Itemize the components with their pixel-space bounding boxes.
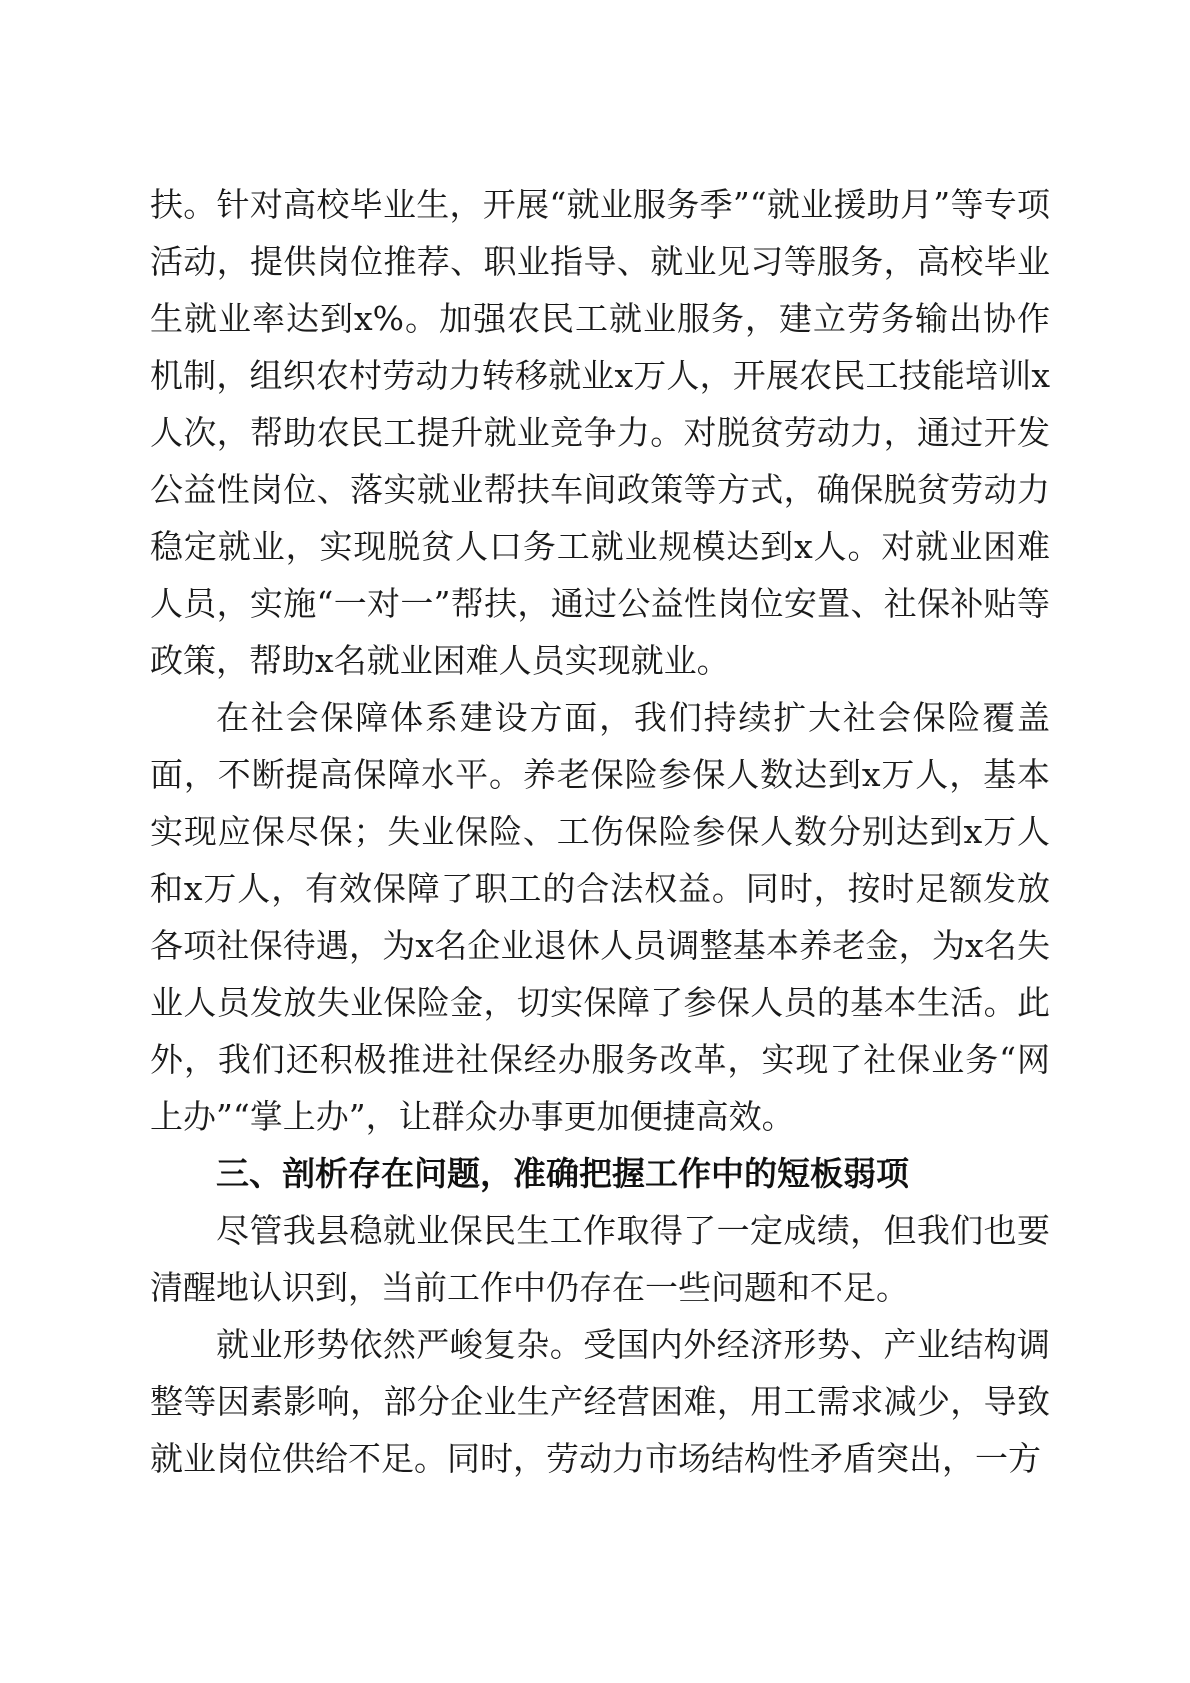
- paragraph-employment-situation: 就业形势依然严峻复杂。受国内外经济形势、产业结构调整等因素影响，部分企业生产经营困难，用工需求减少，导致就业岗位供给不足。同时，劳动力市场结构性矛盾突出，一方: [150, 1325, 1050, 1478]
- paragraph-continued: 扶。针对高校毕业生，开展“就业服务季”“就业援助月”等专项活动，提供岗位推荐、职业指导、就业见习等服务，高校毕业生就业率达到x%。加强农民工就业服务，建立劳务输出协作机制，组织农村劳动力转移就业x万人，开展农民工技能培训x人次，帮助农民工提升就业竞争力。对脱贫劳动力，通过开发公益性岗位、落实就业帮扶车间政策等方式，确保脱贫劳动力稳定就业，实现脱贫人口务工就业规模达到x人。对就业困难人员，实施“一对一”帮扶，通过公益性岗位安置、社保补贴等政策，帮助x名就业困难人员实现就业。: [150, 185, 1050, 680]
- section-heading-3: 三、剖析存在问题，准确把握工作中的短板弱项: [216, 1154, 909, 1193]
- document-body: [150, 176, 1050, 1487]
- paragraph-social-security: 在社会保障体系建设方面，我们持续扩大社会保险覆盖面，不断提高保障水平。养老保险参保人数达到x万人，基本实现应保尽保；失业保险、工伤保险参保人数分别达到x万人和x万人，有效保障了职工的合法权益。同时，按时足额发放各项社保待遇，为x名企业退休人员调整基本养老金，为x名失业人员发放失业保险金，切实保障了参保人员的基本生活。此外，我们还积极推进社保经办服务改革，实现了社保业务“网上办”“掌上办”，让群众办事更加便捷高效。: [150, 698, 1050, 1136]
- paragraph-problems-intro: 尽管我县稳就业保民生工作取得了一定成绩，但我们也要清醒地认识到，当前工作中仍存在一些问题和不足。: [150, 1211, 1050, 1307]
